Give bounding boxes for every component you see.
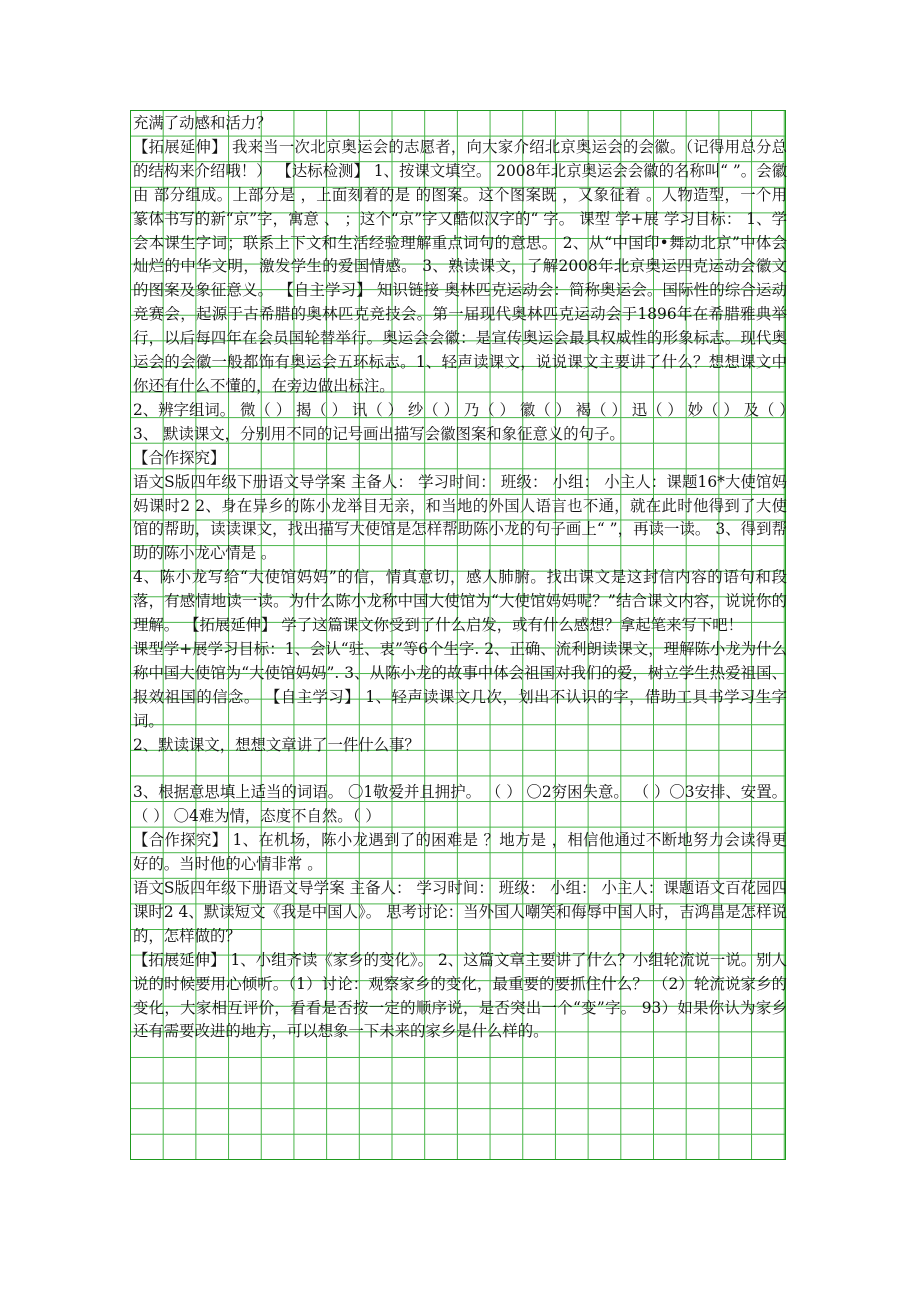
paragraph-hometown-changes: 【拓展延伸】 1、小组齐读《家乡的变化》。 2、这篇文章主要讲了什么？小组轮流说一说。别人说的时候要用心倾听。（1）讨论：观察家乡的变化，最重要的要抓住什么？ （2）轮流说家乡的变化，大家相互评价，看看是否按一定的顺序说，是否突出一个“变”字。 93）如果你认为家乡还有需要改进的地方，可以想象一下未来的家乡是什么样的。 [133,950,787,1041]
paragraph-lesson-goals: 课型学+展学习目标：1、会认“驻、衷”等6个生字. 2、正确、流利朗读课文，理解陈小龙为什么称中国大使馆为“大使馆妈妈”. 3、从陈小龙的故事中体会祖国对我们的爱，树立学生热爱祖国、报效祖国的信念。 【自主学习】 1、轻声读课文几次，划出不认识的字，借助工具书学习生字词。 [133,639,787,730]
document-body [133,112,795,1044]
paragraph-airport-question: 【合作探究】 1、在机场，陈小龙遇到了的困难是 ？地方是 ，相信他通过不断地努力会读得更好的。当时他的心情非常 。 [133,831,787,874]
paragraph-main-idea: 2、默读课文，想想文章讲了一件什么事？ [133,735,420,754]
paragraph-intro-line: 充满了动感和活力？ [133,114,272,132]
paragraph-extension-and-goals: 【拓展延伸】 我来当一次北京奥运会的志愿者，向大家介绍北京奥运会的会徽。（记得用总分总的结构来介绍哦！） 【达标检测】 1、按课文填空。 2008年北京奥运会会徽的名称叫“ ”。会徽由 部分组成。上部分是 ，上面刻着的是 的图案。这个图案既 ，又象征着 。人物造型，一个用篆体书写的新“京”字，寓意 、 ；这个“京”字又酷似汉字的“ 字。 课型 学+展 学习目标： 1、学会本课生字词；联系上下文和生活经验理解重点词句的意思。 2、从“中国印•舞动北京”中体会灿烂的中华文明，激发学生的爱国情感。 3、熟读课文，了解2008年北京奥运四克运动会徽文的图案及象征意义。 【自主学习】 知识链接 奥林匹克运动会：简称奥运会。国际性的综合运动竞赛会，起源于古希腊的奥林匹克竞技会。第一届现代奥林匹克运动会于1896年在希腊雅典举行，以后每四年在会员国轮替举行。奥运会会徽：是宣传奥运会最具权威性的形象标志。现代奥运会的会徽一般都饰有奥运会五环标志。1、轻声读课文，说说课文主要讲了什么？想想课文中你还有什么不懂的，在旁边做出标注。 [133,137,787,395]
paragraph-lesson-16-header: 语文S版四年级下册语文导学案 主备人： 学习时间： 班级： 小组： 小主人：课题16*大使馆妈妈课时2 2、身在异乡的陈小龙举目无亲，和当地的外国人语言也不通，就在此时他得到了大使馆的帮助，读读课文，找出描写大使馆是怎样帮助陈小龙的句子画上“ ”，再读一读。 3、得到帮助的陈小龙心情是 。 [133,472,787,563]
paragraph-silent-reading: 3、 默读课文，分别用不同的记号画出描写会徽图案和象征意义的句子。 [133,424,625,443]
section-heading-cooperation: 【合作探究】 [133,448,226,467]
paragraph-letter-reading: 4、陈小龙写给“大使馆妈妈”的信，情真意切，感人肺腑。找出课文是这封信内容的语句和段落，有感情地读一读。为什么陈小龙称中国大使馆为“大使馆妈妈呢？”结合课文内容，说说你的理解。 【拓展延伸】 学了这篇课文你受到了什么启发，或有什么感想？拿起笔来写下吧！ [133,568,787,635]
paragraph-garden-header: 语文S版四年级下册语文导学案 主备人： 学习时间： 班级： 小组： 小主人：课题语文百花园四课时2 4、默读短文《我是中国人》。 思考讨论：当外国人嘲笑和侮辱中国人时，吉鸿昌是怎样说的，怎样做的？ [133,878,787,945]
paragraph-word-formation: 2、辨字组词。 微（ ） 揭（ ） 讯（ ） 纱（ ） 乃（ ） 徽（ ） 褐（ ） 迅（ ） 妙（ ） 及（ ） [133,400,795,419]
paragraph-fill-words: 3、根据意思填上适当的词语。 〇1敬爱并且拥护。 （ ） 〇2穷困失意。 （ ）〇3安排、安置。 （ ） 〇4难为情，态度不自然。（ ） [133,783,787,826]
